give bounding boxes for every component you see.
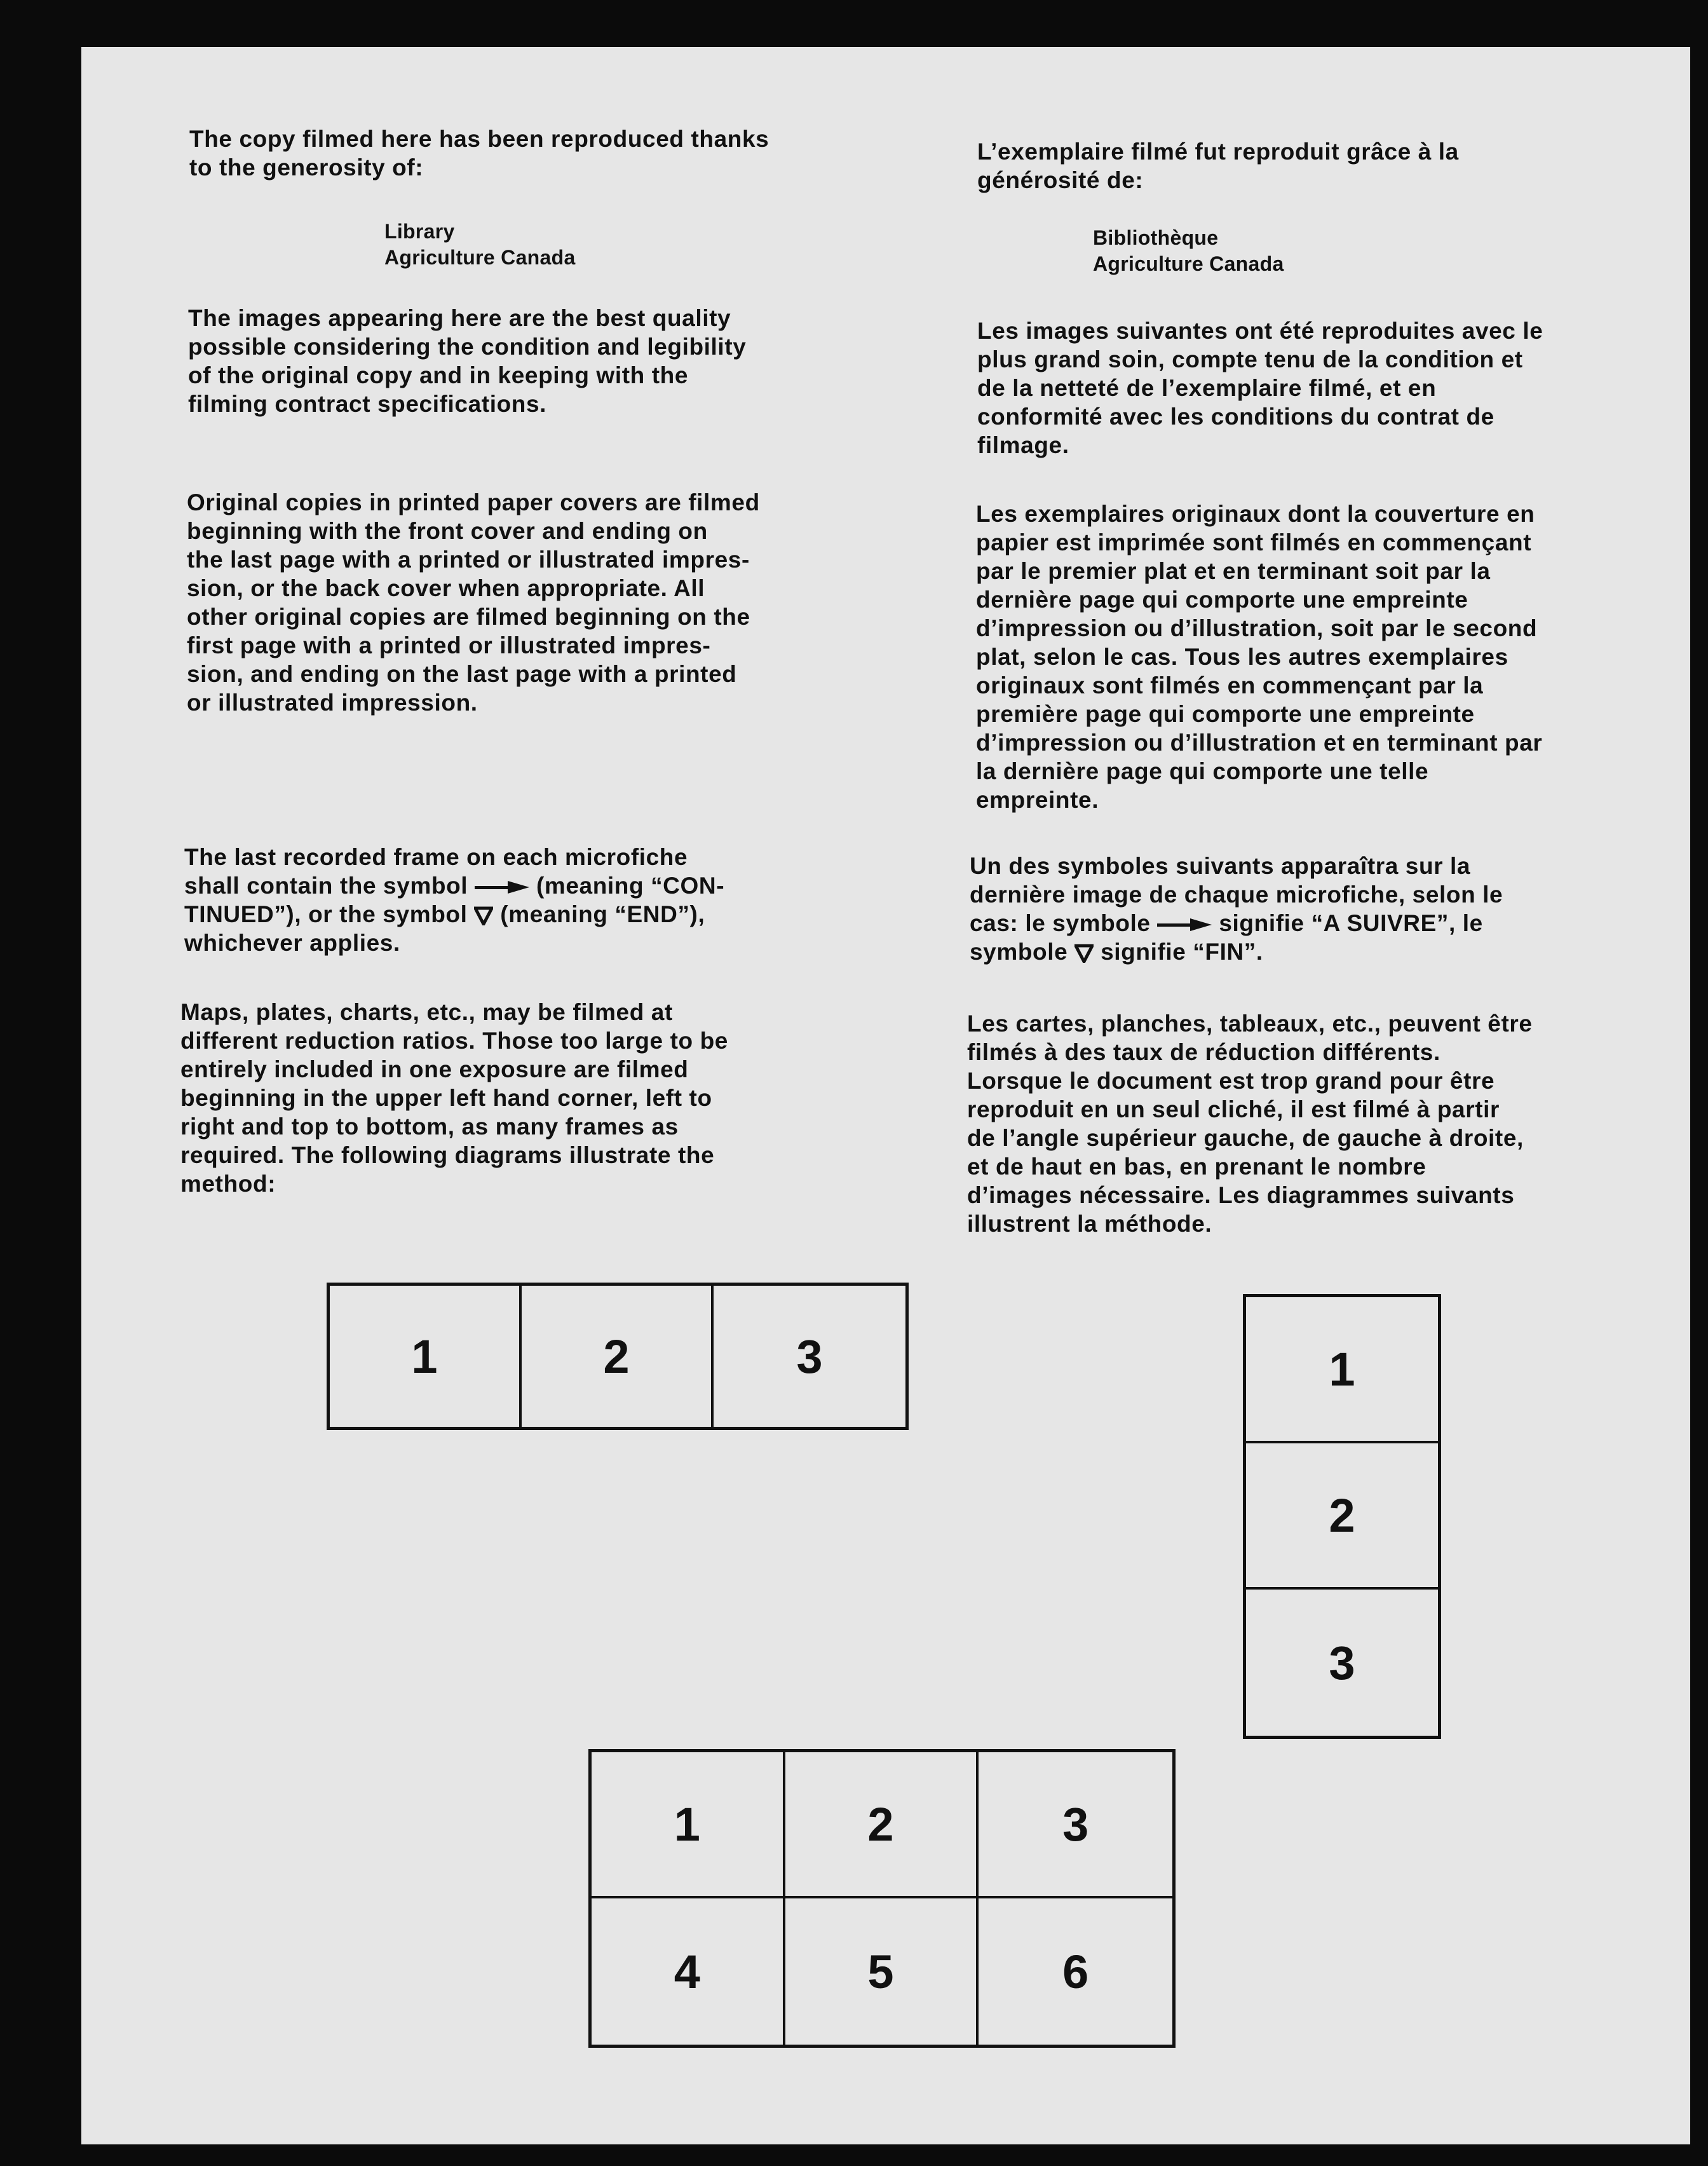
en-thanks-line-1: The copy filmed here has been reproduced thanks — [189, 126, 769, 152]
en-maps-line: entirely included in one exposure are filmed — [180, 1056, 689, 1082]
en-symbols-text: (meaning “END”), — [500, 901, 705, 927]
fr-originals-line: originaux sont filmés en commençant par la — [976, 672, 1484, 698]
frame-number: 6 — [1062, 1945, 1089, 1998]
vertical-frame-diagram — [1243, 1294, 1441, 1739]
fr-originals-line: d’impression ou d’illustration et en terminant par — [976, 730, 1543, 756]
en-maps-paragraph — [180, 998, 728, 1198]
en-originals-line: Original copies in printed paper covers are filmed — [187, 489, 760, 515]
en-maps-line: method: — [180, 1171, 276, 1197]
en-quality-line: of the original copy and in keeping with the — [188, 362, 688, 388]
en-maps-line: different reduction ratios. Those too large to be — [180, 1028, 728, 1054]
fr-maps-line: et de haut en bas, en prenant le nombre — [967, 1154, 1427, 1180]
fr-originals-line: plat, selon le cas. Tous les autres exemplaires — [976, 644, 1508, 670]
en-originals-line: sion, and ending on the last page with a printed — [187, 661, 737, 687]
en-symbols-paragraph — [184, 843, 724, 957]
fr-originals-paragraph — [976, 500, 1542, 814]
frame-number: 1 — [330, 1286, 522, 1427]
fr-library-address — [1093, 225, 1284, 277]
en-maps-line: right and top to bottom, as many frames as — [180, 1114, 679, 1140]
en-originals-line: beginning with the front cover and ending on — [187, 518, 708, 544]
frame-number: 3 — [796, 1330, 823, 1383]
fr-originals-line: Les exemplaires originaux dont la couverture en — [976, 501, 1535, 527]
fr-symbols-text: signifie “FIN”. — [1101, 939, 1263, 965]
fr-originals-line: première page qui comporte une empreinte — [976, 701, 1475, 727]
frame-number: 1 — [592, 1752, 785, 1898]
en-originals-line: other original copies are filmed beginning on the — [187, 604, 750, 630]
en-symbols-text: (meaning “CON- — [536, 873, 725, 899]
fr-maps-paragraph — [967, 1009, 1533, 1238]
fr-quality-paragraph — [977, 317, 1543, 460]
en-quality-paragraph — [188, 304, 746, 418]
right-arrow-icon — [1157, 918, 1212, 932]
fr-maps-line: illustrent la méthode. — [967, 1211, 1212, 1237]
frame-number: 4 — [592, 1898, 785, 2045]
en-originals-line: sion, or the back cover when appropriate. All — [187, 575, 705, 601]
en-symbols-line — [184, 900, 724, 929]
fr-originals-line: dernière page qui comporte une empreinte — [976, 587, 1468, 613]
fr-symbols-line — [970, 909, 1503, 937]
fr-originals-line: la dernière page qui comporte une telle — [976, 758, 1429, 784]
frame-number: 2 — [522, 1286, 714, 1427]
en-symbols-text: TINUED”), or the symbol — [184, 901, 468, 927]
en-quality-line: The images appearing here are the best quality — [188, 305, 731, 331]
fr-maps-line: de l’angle supérieur gauche, de gauche à droite, — [967, 1125, 1524, 1151]
down-triangle-icon — [474, 906, 493, 925]
horizontal-frame-diagram — [327, 1283, 909, 1430]
en-maps-line: Maps, plates, charts, etc., may be filmed at — [180, 999, 673, 1025]
frame-number: 3 — [1329, 1636, 1355, 1689]
frame-number: 5 — [785, 1898, 979, 2045]
en-symbols-text: shall contain the symbol — [184, 873, 468, 899]
fr-originals-line: empreinte. — [976, 787, 1099, 813]
fr-quality-line: plus grand soin, compte tenu de la condition et — [977, 346, 1523, 372]
fr-maps-line: Lorsque le document est trop grand pour être — [967, 1068, 1495, 1094]
en-library-org: Agriculture Canada — [384, 246, 576, 269]
fr-maps-line: filmés à des taux de réduction différents. — [967, 1039, 1440, 1065]
en-originals-line: or illustrated impression. — [187, 690, 478, 716]
fr-maps-line: d’images nécessaire. Les diagrammes suivants — [967, 1182, 1515, 1208]
fr-symbols-paragraph — [970, 852, 1503, 966]
fr-quality-line: Les images suivantes ont été reproduites avec le — [977, 318, 1543, 344]
en-maps-line: required. The following diagrams illustrate the — [180, 1142, 715, 1168]
fr-thanks-line-2: générosité de: — [977, 167, 1144, 193]
fr-symbols-line — [970, 937, 1503, 966]
en-originals-line: first page with a printed or illustrated impres- — [187, 632, 711, 658]
en-symbols-line: The last recorded frame on each microfiche — [184, 844, 688, 870]
fr-quality-line: filmage. — [977, 432, 1069, 458]
en-quality-line: possible considering the condition and legibility — [188, 334, 747, 360]
fr-quality-line: conformité avec les conditions du contrat de — [977, 404, 1494, 430]
fr-library-name: Bibliothèque — [1093, 226, 1219, 249]
fr-originals-line: par le premier plat et en terminant soit par la — [976, 558, 1491, 584]
right-arrow-icon — [475, 880, 529, 894]
frame-number: 2 — [785, 1752, 979, 1898]
fr-symbols-line: dernière image de chaque microfiche, selon le — [970, 882, 1503, 908]
fr-symbols-text: cas: le symbole — [970, 910, 1151, 936]
fr-library-org: Agriculture Canada — [1093, 252, 1284, 275]
fr-thanks-line-1: L’exemplaire filmé fut reproduit grâce à la — [977, 139, 1459, 165]
down-triangle-icon — [1074, 944, 1094, 963]
fr-originals-line: d’impression ou d’illustration, soit par le second — [976, 615, 1538, 641]
fr-quality-line: de la netteté de l’exemplaire filmé, et en — [977, 375, 1437, 401]
en-symbols-line: whichever applies. — [184, 930, 400, 956]
fr-symbols-text: symbole — [970, 939, 1068, 965]
en-symbols-line — [184, 871, 724, 900]
frame-number: 2 — [1246, 1443, 1438, 1590]
fr-originals-line: papier est imprimée sont filmés en commençant — [976, 529, 1532, 555]
fr-symbols-line: Un des symboles suivants apparaîtra sur la — [970, 853, 1471, 879]
grid-frame-diagram — [588, 1749, 1176, 2048]
en-originals-line: the last page with a printed or illustrated impres- — [187, 547, 750, 573]
en-thanks-line-2: to the generosity of: — [189, 154, 424, 180]
fr-maps-line: reproduit en un seul cliché, il est filmé à partir — [967, 1096, 1500, 1122]
en-library-address — [384, 219, 576, 271]
fr-maps-line: Les cartes, planches, tableaux, etc., peuvent être — [967, 1011, 1533, 1037]
frame-number: 3 — [979, 1752, 1172, 1898]
en-originals-paragraph — [187, 488, 760, 717]
en-library-name: Library — [384, 220, 455, 243]
fr-symbols-text: signifie “A SUIVRE”, le — [1219, 910, 1483, 936]
en-maps-line: beginning in the upper left hand corner, left to — [180, 1085, 712, 1111]
fr-thanks — [977, 137, 1459, 194]
frame-number: 1 — [1246, 1297, 1438, 1443]
en-thanks — [189, 125, 769, 182]
en-quality-line: filming contract specifications. — [188, 391, 547, 417]
